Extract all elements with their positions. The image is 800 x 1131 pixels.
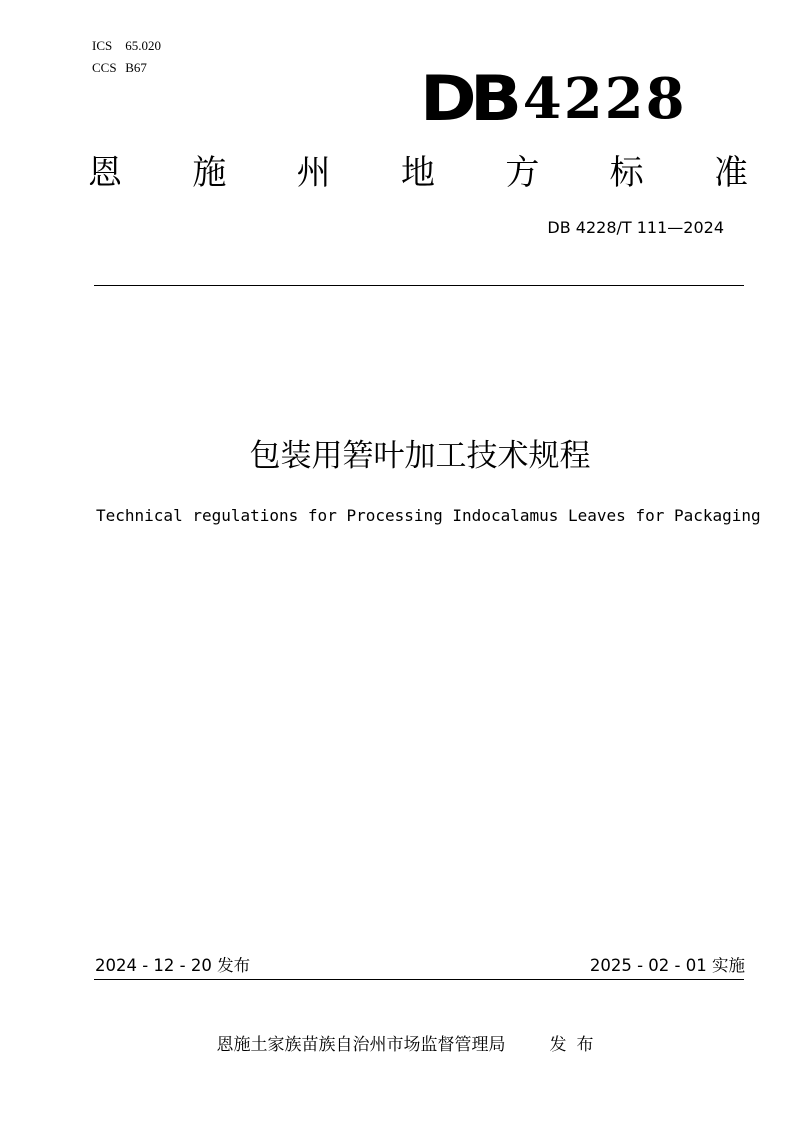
publisher-line xyxy=(0,1032,800,1058)
top-divider xyxy=(94,285,744,286)
db-logo xyxy=(420,62,687,135)
standard-type-char: 施 xyxy=(192,153,227,193)
ccs-label: CCS xyxy=(92,60,117,75)
publisher-verb: 发布 xyxy=(549,1035,604,1055)
ics-code xyxy=(92,38,161,54)
standard-number: DB 4228/T 111—2024 xyxy=(547,218,724,237)
publisher-name: 恩施土家族苗族自治州市场监督管理局 xyxy=(216,1035,506,1055)
bottom-divider xyxy=(94,979,744,980)
standard-type-char: 标 xyxy=(609,153,644,193)
issue-date: 2024 - 12 - 20 发布 xyxy=(95,956,251,975)
standard-type-heading xyxy=(88,150,748,196)
ccs-value: B67 xyxy=(125,60,147,75)
implementation-date: 2025 - 02 - 01 实施 xyxy=(589,956,745,975)
db-code: 4228 xyxy=(522,66,687,132)
ics-label: ICS xyxy=(92,38,113,53)
db-mark: DB xyxy=(420,62,516,135)
standard-type-char: 方 xyxy=(505,153,540,193)
standard-type-char: 地 xyxy=(400,153,435,193)
standard-type-char: 州 xyxy=(296,153,331,193)
ccs-code xyxy=(92,60,147,76)
standard-type-char: 恩 xyxy=(88,153,122,193)
standard-type-char: 准 xyxy=(713,153,748,193)
ics-value: 65.020 xyxy=(125,38,161,53)
title-english: Technical regulations for Processing Indocalamus Leaves for Packaging xyxy=(96,506,761,525)
title-chinese: 包装用箬叶加工技术规程 xyxy=(249,438,591,474)
